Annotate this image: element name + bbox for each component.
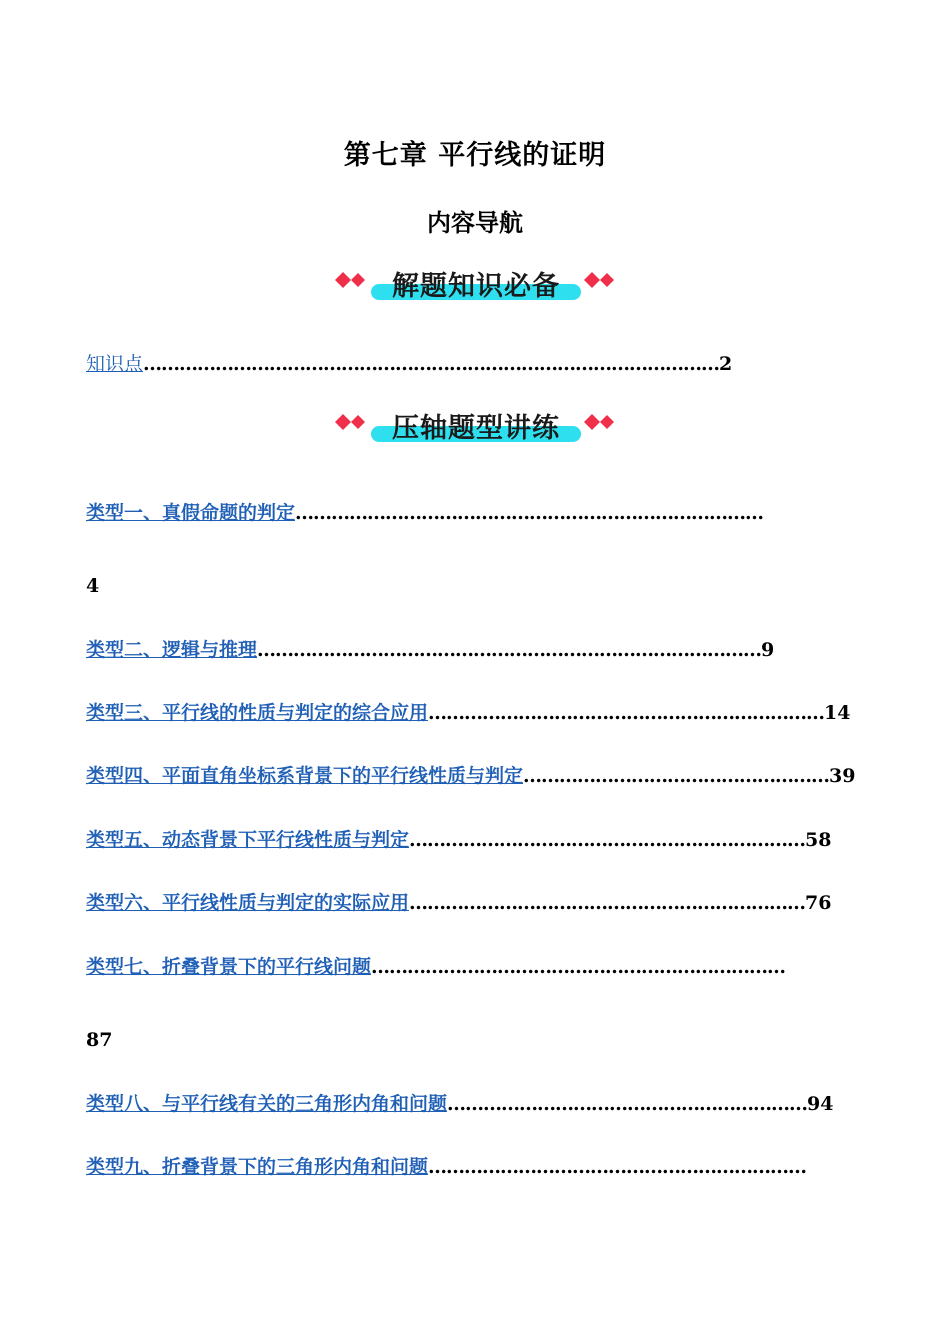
toc-link[interactable]: 类型四、平面直角坐标系背景下的平行线性质与判定 — [86, 765, 524, 787]
toc-leader-dots: …………………………………………………………………………………… — [143, 353, 720, 375]
toc-link[interactable]: 类型二、逻辑与推理 — [86, 639, 258, 661]
toc-leader-dots: …………………………………………………………… — [371, 956, 786, 978]
toc-entry-type-4 — [86, 764, 855, 788]
diamond-ornament-icon — [584, 272, 616, 288]
toc-leader-dots: ………………………………………………………… — [409, 892, 806, 914]
diamond-ornament-icon — [584, 414, 616, 430]
toc-page-number: 94 — [807, 1093, 834, 1115]
toc-link[interactable]: 类型一、真假命题的判定 — [86, 502, 296, 524]
toc-page-number: 87 — [86, 1029, 113, 1051]
toc-leader-dots: ………………………………………………………………………… — [257, 639, 762, 661]
toc-leader-dots: …………………………………………… — [523, 765, 830, 787]
toc-entry-type-3 — [86, 701, 850, 725]
toc-leader-dots: ………………………………………………………… — [409, 829, 806, 851]
toc-page-number: 4 — [86, 575, 100, 597]
toc-page-number: 2 — [719, 353, 733, 375]
toc-link[interactable]: 类型七、折叠背景下的平行线问题 — [86, 956, 372, 978]
toc-leader-dots: ……………………………………………………… — [428, 1156, 807, 1178]
banner-title: 压轴题型讲练 — [392, 413, 560, 444]
diamond-ornament-icon — [335, 414, 367, 430]
toc-leader-dots: …………………………………………………………………… — [295, 502, 764, 524]
toc-link[interactable]: 类型六、平行线性质与判定的实际应用 — [86, 892, 410, 914]
toc-page-number: 14 — [824, 702, 851, 724]
toc-link[interactable]: 类型五、动态背景下平行线性质与判定 — [86, 829, 410, 851]
toc-leader-dots: ………………………………………………………… — [428, 702, 825, 724]
toc-page-number: 58 — [805, 829, 832, 851]
toc-page-number: 76 — [805, 892, 832, 914]
toc-entry-type-8 — [86, 1092, 833, 1116]
content-navigation-heading: 内容导航 — [427, 208, 523, 237]
toc-entry-type-6 — [86, 891, 831, 915]
toc-entry-type-9 — [86, 1155, 806, 1179]
toc-page-number: 9 — [761, 639, 775, 661]
toc-link[interactable]: 类型八、与平行线有关的三角形内角和问题 — [86, 1093, 448, 1115]
toc-entry-type-1 — [86, 501, 763, 525]
section-banner-knowledge — [335, 264, 620, 308]
toc-entry-knowledge — [86, 352, 732, 376]
toc-link[interactable]: 知识点 — [86, 353, 144, 375]
toc-link[interactable]: 类型九、折叠背景下的三角形内角和问题 — [86, 1156, 429, 1178]
toc-leader-dots: …………………………………………………… — [447, 1093, 808, 1115]
section-banner-types — [335, 406, 620, 450]
toc-entry-type-7 — [86, 955, 785, 979]
banner-title: 解题知识必备 — [392, 271, 560, 302]
toc-link[interactable]: 类型三、平行线的性质与判定的综合应用 — [86, 702, 429, 724]
toc-entry-type-2 — [86, 638, 774, 662]
toc-page-number: 39 — [829, 765, 856, 787]
diamond-ornament-icon — [335, 272, 367, 288]
page-title: 第七章 平行线的证明 — [343, 140, 607, 171]
toc-entry-type-5 — [86, 828, 831, 852]
